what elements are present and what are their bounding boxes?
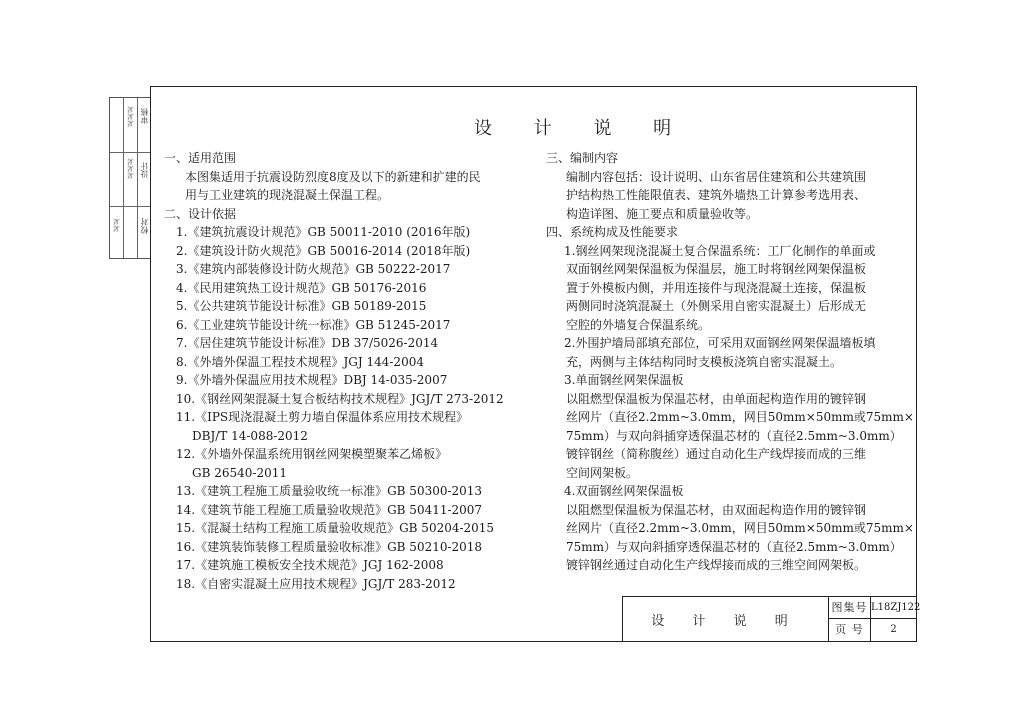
item-1-line: 1.钢丝网架现浇混凝土复合保温系统：工厂化制作的单面或 [564, 243, 876, 258]
section-3-line: 构造详图、施工要点和质量验收等。 [566, 206, 759, 221]
reference-item: 13.《建筑工程施工质量验收统一标准》GB 50300-2013 [176, 484, 483, 498]
item-4-line: 75mm）与双向斜插穿透保温芯材的（直径2.5mm~3.0mm） [566, 539, 902, 554]
signature-1: 某某 [113, 218, 121, 232]
atlas-number-row [829, 597, 921, 619]
reference-item: 11.《IPS现浇混凝土剪力墙自保温体系应用技术规程》 [176, 410, 469, 424]
item-1-line: 两侧同时浇筑混凝土（外侧采用自密实混凝土）后形成无 [566, 299, 867, 313]
reference-item: 17.《建筑施工模板安全技术规范》JGJ 162-2008 [176, 558, 444, 572]
reference-item: 14.《建筑节能工程施工质量验收规范》GB 50411-2007 [176, 502, 483, 517]
section-3-line: 护结构热工性能限值表、建筑外墙热工计算参考选用表、 [566, 188, 867, 202]
item-4-line: 丝网片（直径2.2mm~3.0mm，网目50mm×50mm或75mm× [566, 521, 914, 535]
reference-item: 4.《民用建筑热工设计规范》GB 50176-2016 [176, 280, 427, 295]
signature-3: 某某某 [127, 106, 135, 127]
section-1-line: 本图集适用于抗震设防烈度8度及以下的新建和扩建的民 [185, 169, 481, 184]
item-4-line: 镀锌钢丝通过自动化生产线焊接而成的三维空间网架板。 [566, 558, 867, 572]
reference-item: 18.《自密实混凝土应用技术规程》JGJ/T 283-2012 [176, 576, 456, 591]
reference-item: 2.《建筑设计防火规范》GB 50016-2014 (2018年版) [176, 243, 471, 258]
item-3-heading: 3.单面钢丝网架保温板 [564, 373, 684, 387]
item-4-line: 以阻燃型保温板为保温芯材，由双面起构造作用的镀锌钢 [566, 502, 867, 517]
page-title: 设 计 说 明 [474, 118, 690, 139]
item-3-line: 丝网片（直径2.2mm~3.0mm，网目50mm×50mm或75mm× [566, 410, 914, 424]
item-1-line: 双面钢丝网架保温板为保温层，施工时将钢丝网架保温板 [566, 262, 867, 276]
section-2-heading: 二、设计依据 [164, 206, 237, 221]
reference-item: 10.《钢丝网架混凝土复合板结构技术规程》JGJ/T 273-2012 [176, 391, 504, 406]
item-1-line: 置于外模板内侧，并用连接件与现浇混凝土连接，保温板 [566, 280, 867, 295]
item-3-line: 空间网架板。 [566, 465, 639, 480]
signoff-label-review: 审核 [140, 108, 149, 124]
reference-item: 3.《建筑内部装修设计防火规范》GB 50222-2017 [176, 262, 451, 276]
atlas-number-value: L18ZJ122 [871, 602, 921, 613]
section-1-heading: 一、适用范围 [164, 151, 237, 165]
reference-item: 7.《居住建筑节能设计标准》DB 37/5026-2014 [176, 336, 439, 350]
reference-item-cont: GB 26540-2011 [192, 465, 287, 480]
reference-item: 15.《混凝土结构工程施工质量验收规范》GB 50204-2015 [176, 521, 495, 535]
atlas-number-label: 图集号 [829, 597, 871, 619]
item-2-line: 充，两侧与主体结构同时支模板浇筑自密实混凝土。 [566, 354, 843, 369]
item-3-line: 以阻燃型保温板为保温芯材，由单面起构造作用的镀锌钢 [566, 391, 867, 406]
left-column [164, 149, 554, 593]
signoff-label-design: 设计 [140, 162, 149, 178]
page-number-value: 2 [890, 624, 897, 635]
reference-item-cont: DBJ/T 14-088-2012 [192, 428, 308, 443]
right-column [546, 149, 916, 575]
signoff-label-check: 校对 [140, 218, 149, 234]
reference-item: 16.《建筑装饰装修工程质量验收标准》GB 50210-2018 [176, 539, 483, 554]
item-1-line: 空腔的外墙复合保温系统。 [566, 317, 711, 332]
section-3-line: 编制内容包括：设计说明、山东省居住建筑和公共建筑围 [566, 169, 867, 184]
reference-item: 5.《公共建筑节能设计标准》GB 50189-2015 [176, 299, 427, 313]
title-block [622, 596, 921, 642]
section-3-heading: 三、编制内容 [546, 151, 619, 165]
reference-item: 6.《工业建筑节能设计统一标准》GB 51245-2017 [176, 317, 451, 332]
reference-item: 9.《外墙外保温应用技术规程》DBJ 14-035-2007 [176, 373, 448, 387]
page-number-label: 页 号 [829, 619, 871, 641]
reference-item: 1.《建筑抗震设计规范》GB 50011-2010 (2016年版) [176, 225, 471, 239]
page-number-row [829, 619, 916, 641]
title-block-name: 设 计 说 明 [623, 597, 829, 641]
item-3-line: 75mm）与双向斜插穿透保温芯材的（直径2.5mm~3.0mm） [566, 428, 902, 443]
reference-item: 8.《外墙外保温工程技术规程》JGJ 144-2004 [176, 354, 424, 369]
item-2-line: 2.外围护墙局部填充部位，可采用双面钢丝网架保温墙板填 [564, 336, 876, 350]
section-1-line: 用与工业建筑的现浇混凝土保温工程。 [185, 188, 390, 202]
item-3-line: 镀锌钢丝（简称腹丝）通过自动化生产线焊接而成的三维 [566, 447, 867, 461]
reference-item: 12.《外墙外保温系统用钢丝网架模塑聚苯乙烯板》 [176, 447, 448, 461]
signoff-strip [109, 97, 151, 259]
section-4-heading: 四、系统构成及性能要求 [546, 225, 679, 239]
signature-2: 某某某 [127, 158, 135, 179]
item-4-heading: 4.双面钢丝网架保温板 [564, 484, 684, 498]
